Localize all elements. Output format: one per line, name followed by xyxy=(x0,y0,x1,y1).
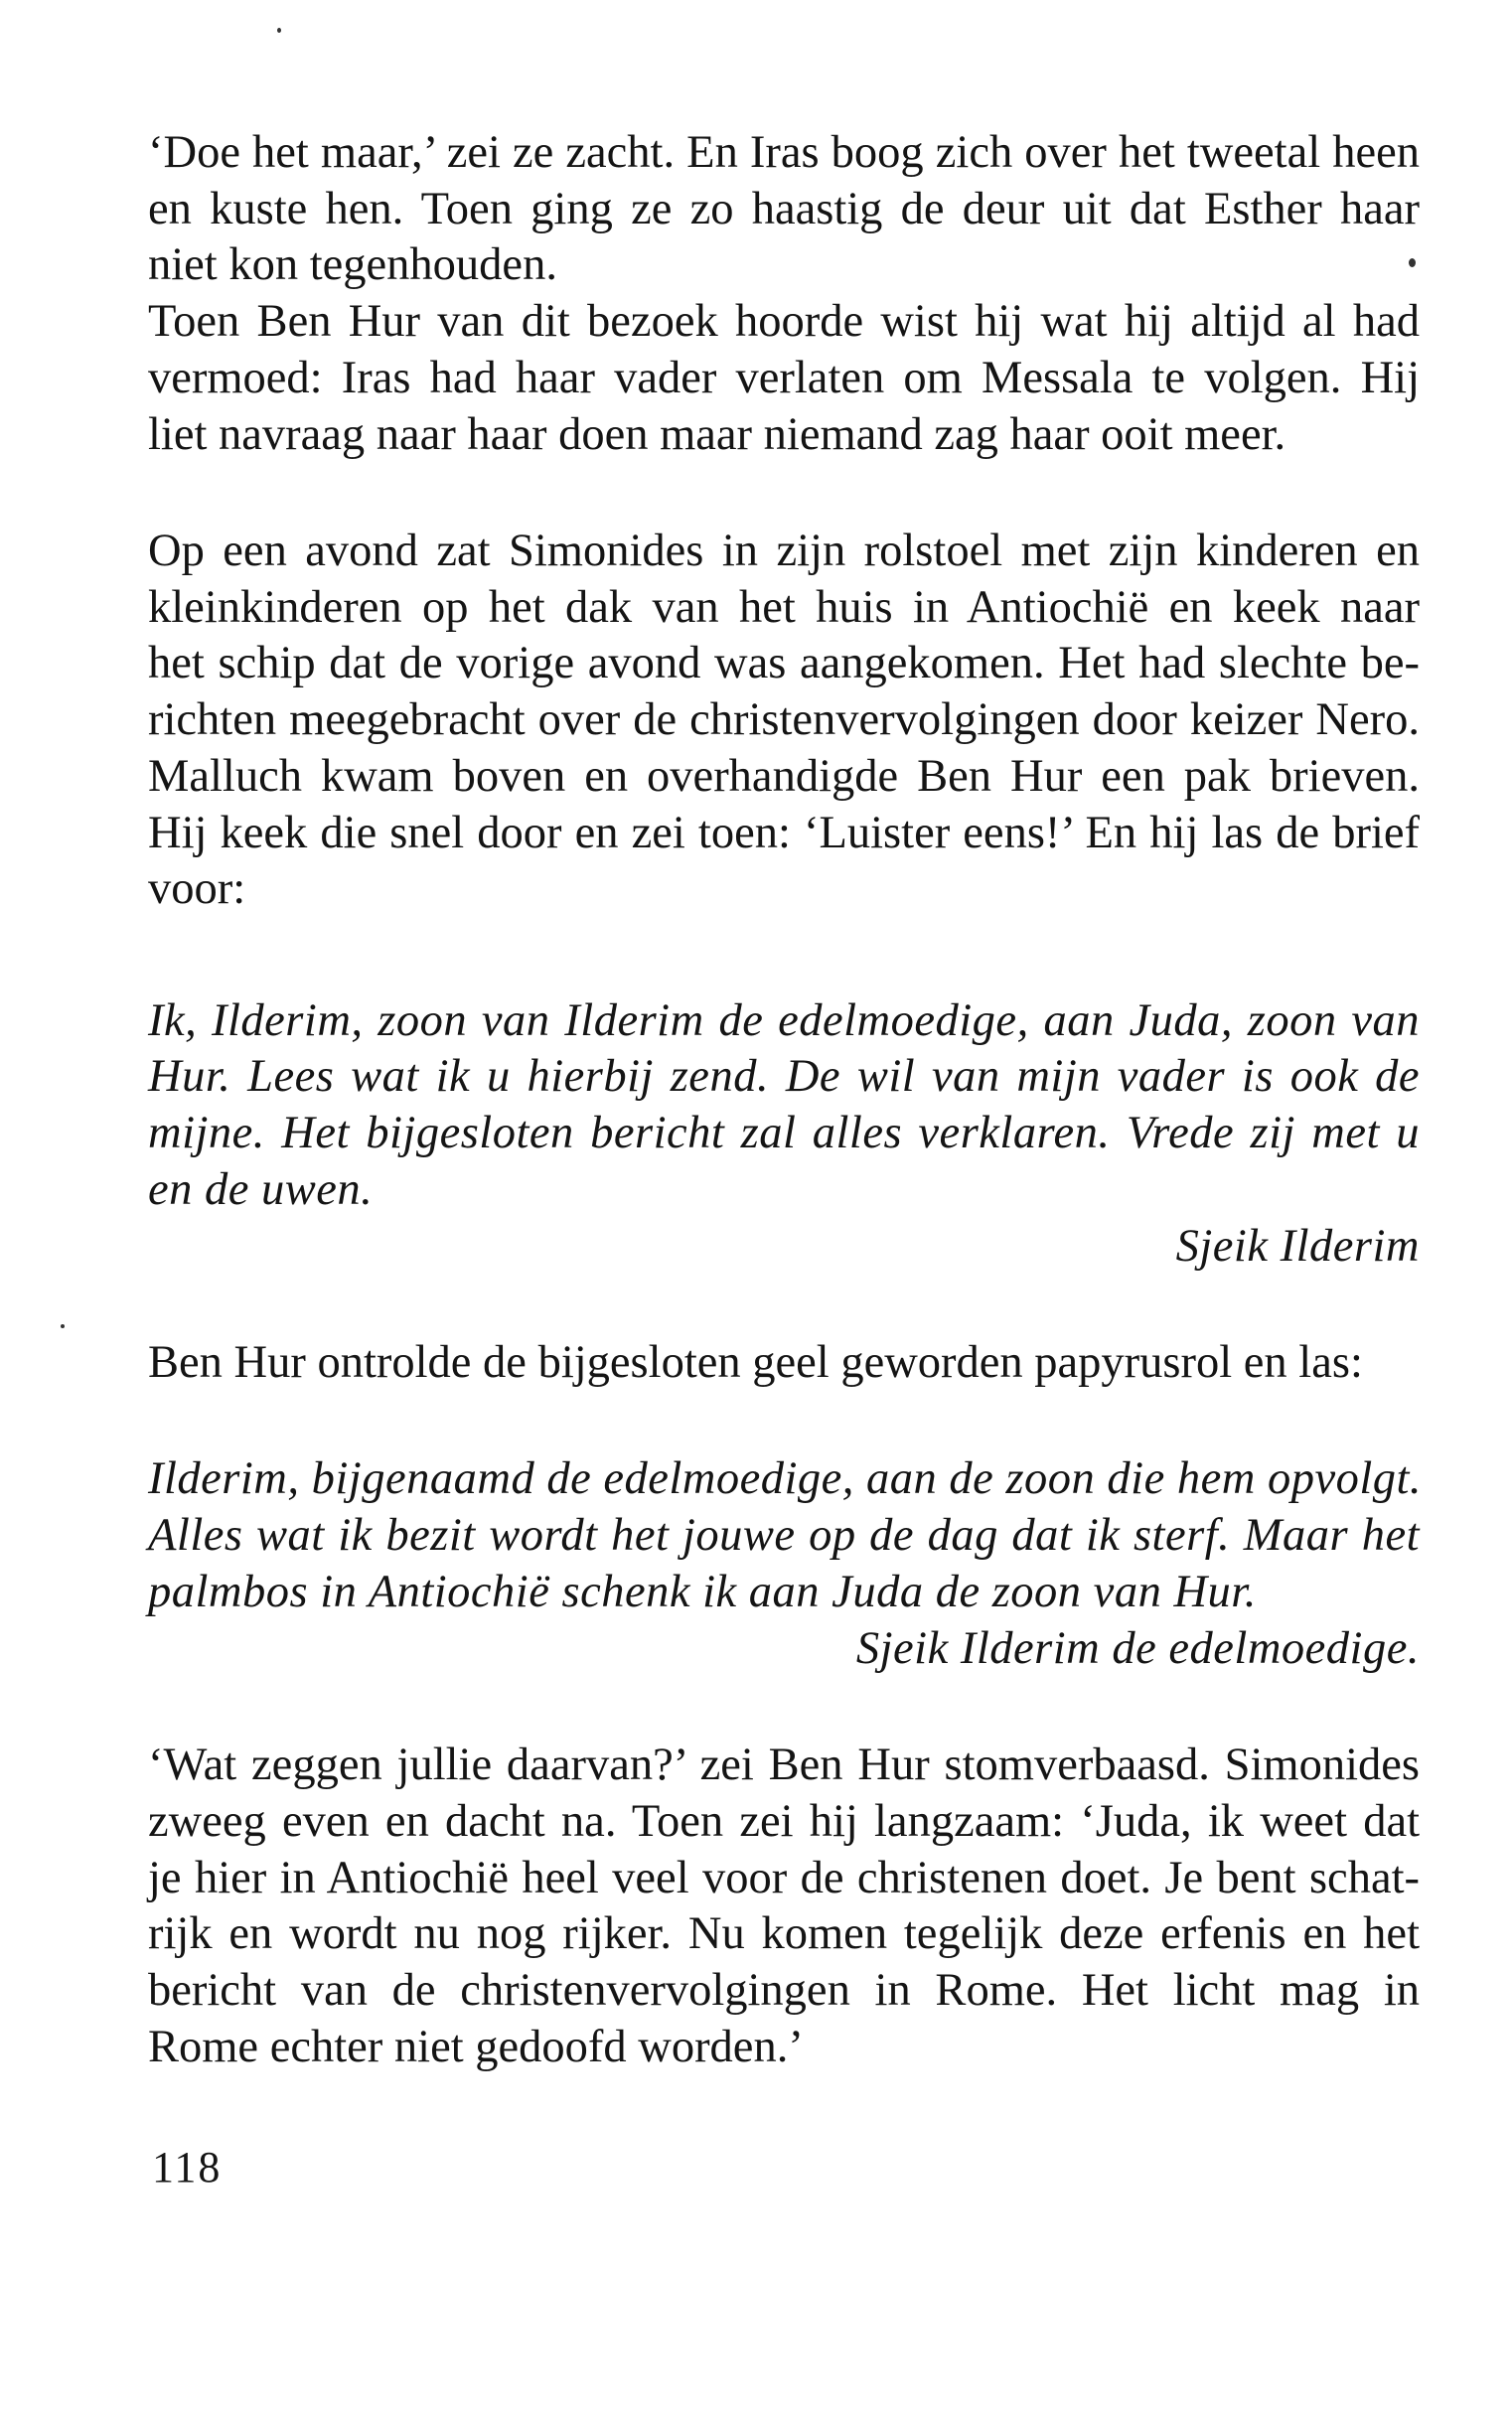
text-line: bericht van de christenvervolgingen in Rome. Het licht mag in xyxy=(148,1965,1420,2016)
page-number: 118 xyxy=(152,2143,223,2192)
text-line: Op een avond zat Simonides in zijn rolstoel met zijn kinderen en xyxy=(148,526,1420,576)
text-line: Toen Ben Hur van dit bezoek hoorde wist hij wat hij altijd al had xyxy=(148,296,1420,347)
letter-line: mijne. Het bijgesloten bericht zal alles verklaren. Vrede zij met u xyxy=(148,1108,1420,1158)
text-line: het schip dat de vorige avond was aangekomen. Het had slechte be- xyxy=(148,638,1420,688)
letter-signature: Sjeik Ilderim de edelmoedige. xyxy=(855,1623,1420,1674)
text-line: niet kon tegenhouden. xyxy=(148,239,557,290)
scan-speck xyxy=(61,1324,65,1328)
text-line: Malluch kwam boven en overhandigde Ben Hur een pak brieven. xyxy=(148,751,1420,802)
letter-line: Ilderim, bijgenaamd de edelmoedige, aan de zoon die hem opvolgt. xyxy=(148,1453,1423,1504)
letter-line: en de uwen. xyxy=(148,1164,374,1215)
text-line: en kuste hen. Toen ging ze zo haastig de deur uit dat Esther haar xyxy=(148,184,1420,234)
text-line: Rome echter niet gedoofd worden.’ xyxy=(148,2022,804,2072)
text-line: liet navraag naar haar doen maar niemand zag haar ooit meer. xyxy=(148,409,1286,460)
text-line: zweeg even en dacht na. Toen zei hij langzaam: ‘Juda, ik weet dat xyxy=(148,1796,1420,1847)
letter-line: Ik, Ilderim, zoon van Ilderim de edelmoedige, aan Juda, zoon van xyxy=(148,995,1420,1046)
letter-signature: Sjeik Ilderim xyxy=(1175,1221,1420,1272)
text-line: Ben Hur ontrolde de bijgesloten geel geworden papyrusrol en las: xyxy=(148,1337,1363,1388)
text-line: richten meegebracht over de christenvervolgingen door keizer Nero. xyxy=(148,694,1420,745)
letter-line: Alles wat ik bezit wordt het jouwe op de dag dat ik sterf. Maar het xyxy=(148,1510,1420,1561)
scan-speck xyxy=(277,28,281,33)
letter-line: palmbos in Antiochië schenk ik aan Juda de zoon van Hur. xyxy=(148,1567,1257,1617)
text-line: je hier in Antiochië heel veel voor de christenen doet. Je bent schat- xyxy=(148,1853,1420,1903)
text-line: ‘Doe het maar,’ zei ze zacht. En Iras boog zich over het tweetal heen xyxy=(148,127,1420,178)
text-line: Hij keek die snel door en zei toen: ‘Luister eens!’ En hij las de brief xyxy=(148,808,1420,858)
text-line: kleinkinderen op het dak van het huis in Antiochië en keek naar xyxy=(148,582,1420,633)
text-line: ‘Wat zeggen jullie daarvan?’ zei Ben Hur stomverbaasd. Simonides xyxy=(148,1740,1420,1790)
text-line: voor: xyxy=(148,863,246,914)
letter-line: Hur. Lees wat ik u hierbij zend. De wil van mijn vader is ook de xyxy=(148,1051,1420,1102)
text-line: vermoed: Iras had haar vader verlaten om Messala te volgen. Hij xyxy=(148,353,1420,403)
text-line: rijk en wordt nu nog rijker. Nu komen tegelijk deze erfenis en het xyxy=(148,1908,1420,1959)
